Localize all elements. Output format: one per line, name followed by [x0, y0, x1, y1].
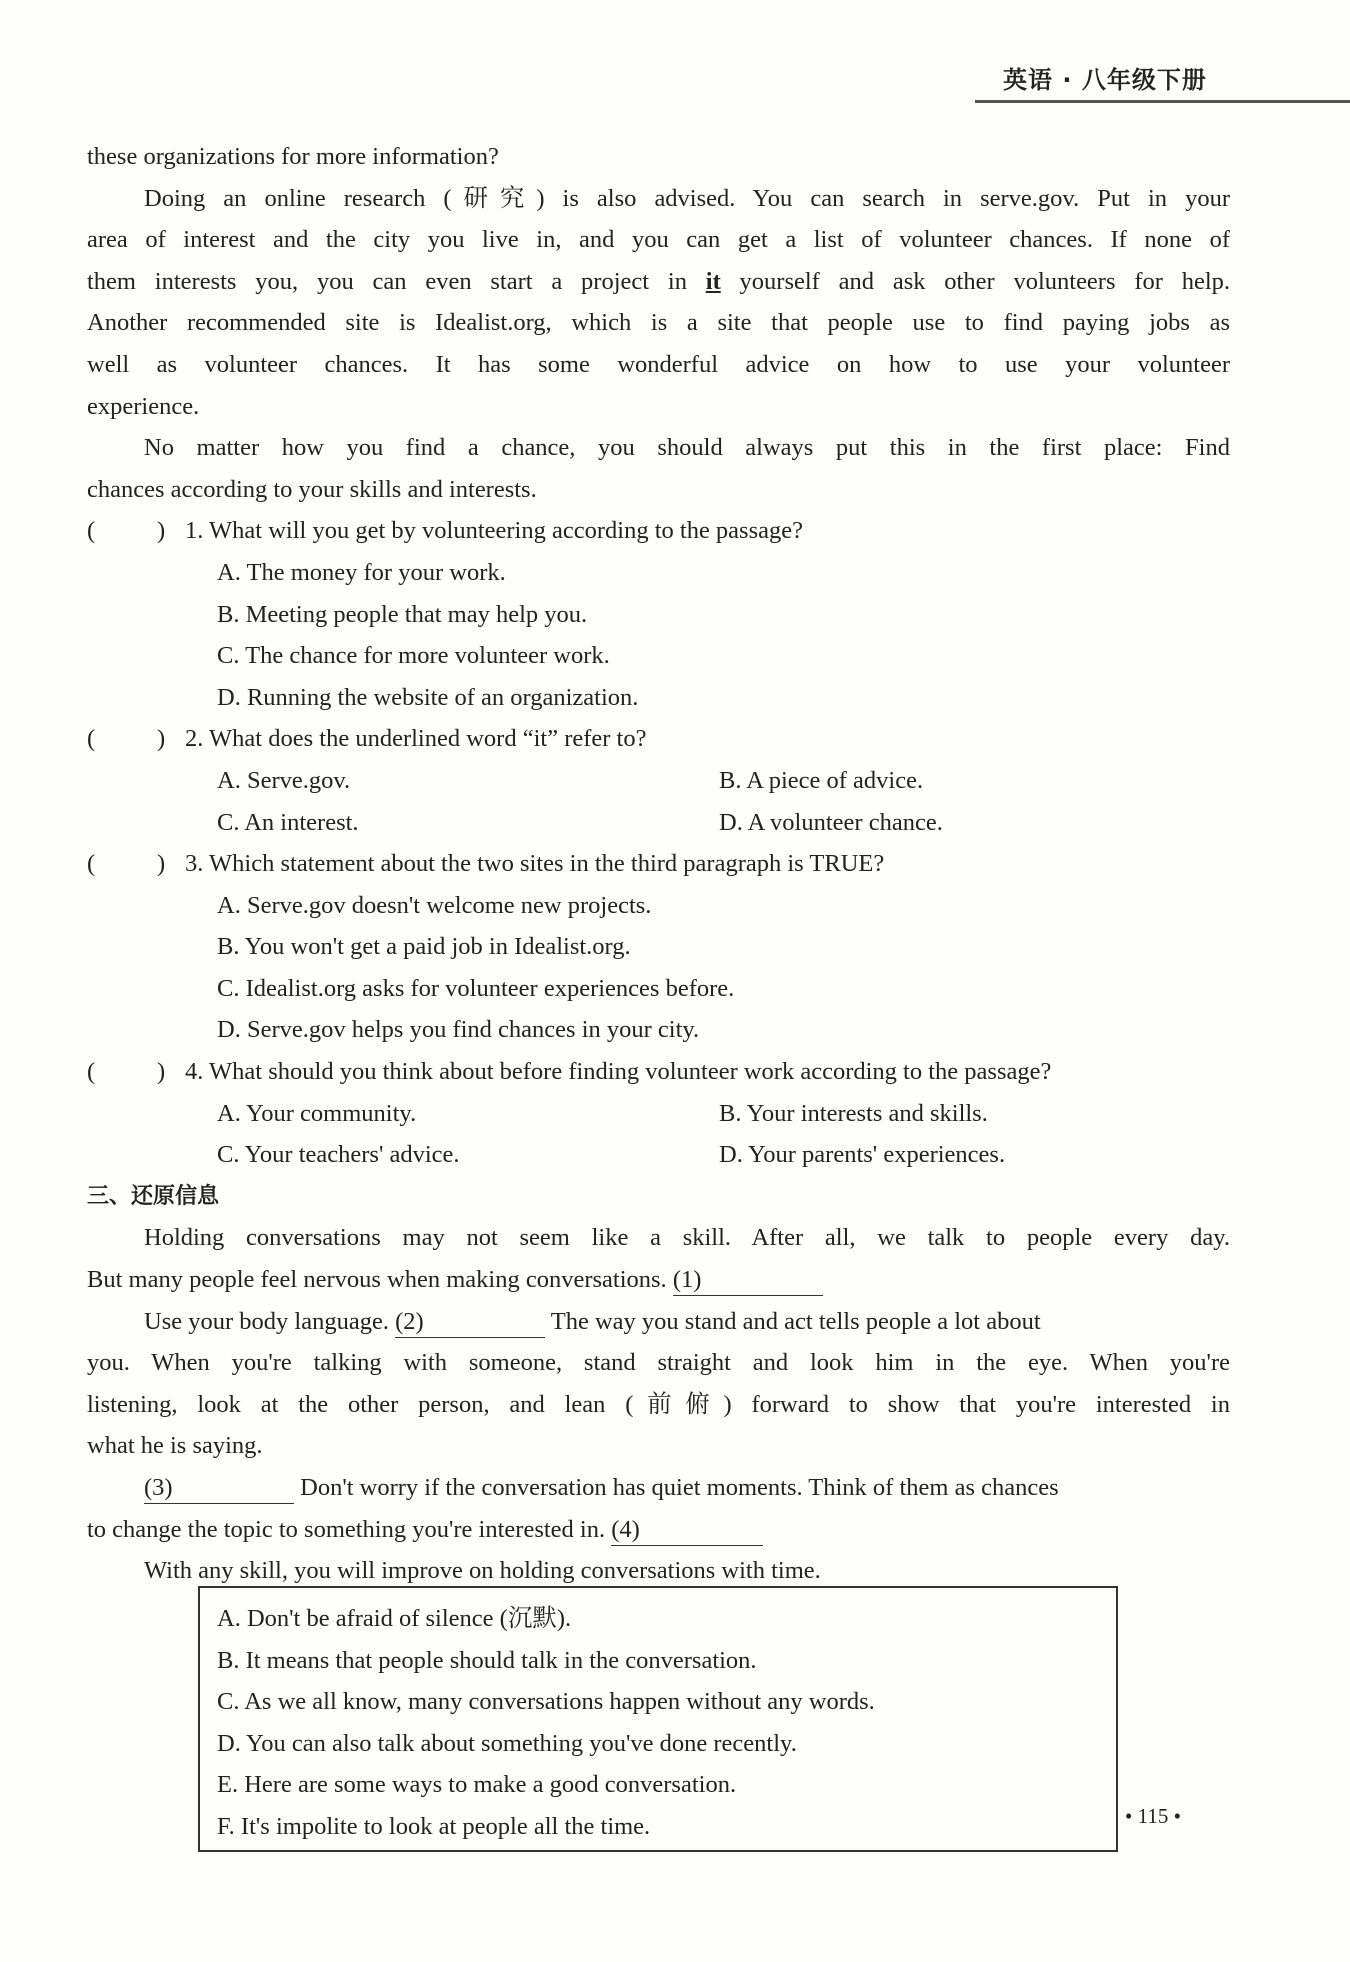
option-item: A. Your community.: [217, 1099, 417, 1127]
passage-text: The way you stand and act tells people a lot about: [550, 1307, 1041, 1335]
question-1: [87, 510, 1230, 552]
question-text: 1. What will you get by volunteering according to the passage?: [185, 517, 804, 545]
section-title: 三、还原信息: [87, 1183, 220, 1209]
question-2: [87, 718, 1230, 760]
option-item: B. You won't get a paid job in Idealist.org.: [217, 933, 631, 961]
answer-paren-open[interactable]: (: [87, 850, 96, 878]
answer-blank-1[interactable]: (1): [673, 1265, 823, 1296]
option-item: A. Serve.gov.: [217, 766, 351, 794]
passage-text: But many people feel nervous when making conversations.: [87, 1266, 667, 1294]
option-item: B. Meeting people that may help you.: [217, 600, 588, 628]
question-3: [87, 843, 1230, 885]
box-option: C. As we all know, many conversations happen without any words.: [217, 1688, 875, 1716]
question-text: 2. What does the underlined word “it” refer to?: [185, 725, 647, 753]
answer-blank-4[interactable]: (4): [611, 1515, 763, 1546]
page-header: [975, 52, 1350, 103]
option-row: [87, 1093, 1230, 1135]
passage-text: yourself and ask other volunteers for help.: [739, 267, 1230, 295]
passage-line: Doing an online research (研究) is also advised. You can search in serve.gov. Put in your: [144, 184, 1230, 212]
option-item: C. The chance for more volunteer work.: [217, 642, 610, 670]
option-row: [87, 760, 1230, 802]
passage-line: well as volunteer chances. It has some wonderful advice on how to use your volunteer: [87, 350, 1230, 378]
page-content: [87, 136, 1230, 1592]
option-item: B. Your interests and skills.: [719, 1099, 988, 1127]
answer-paren-open[interactable]: (: [87, 725, 96, 753]
passage-line: area of interest and the city you live in, and you can get a list of volunteer chances. If none of: [87, 226, 1230, 254]
answer-blank-3[interactable]: (3): [144, 1473, 294, 1504]
passage-line: [87, 261, 1230, 303]
box-option: F. It's impolite to look at people all the time.: [217, 1812, 651, 1840]
answer-paren-close: ): [157, 517, 166, 545]
option-item: A. The money for your work.: [217, 558, 506, 586]
option-row: [87, 1134, 1230, 1176]
passage-line: [87, 1509, 1230, 1551]
passage-line: No matter how you find a chance, you should always put this in the first place: Find: [144, 434, 1230, 462]
passage-line: [87, 1467, 1230, 1509]
underlined-word-it: it: [705, 267, 721, 295]
passage-line: Another recommended site is Idealist.org, which is a site that people use to find paying jobs as: [87, 309, 1230, 337]
passage-line: you. When you're talking with someone, stand straight and look him in the eye. When you're: [87, 1349, 1230, 1377]
passage-text: Use your body language.: [144, 1307, 389, 1335]
option-item: B. A piece of advice.: [719, 766, 924, 794]
question-text: 4. What should you think about before finding volunteer work according to the passage?: [185, 1058, 1052, 1086]
passage-line: chances according to your skills and interests.: [87, 475, 537, 503]
page-number: • 115 •: [1125, 1804, 1181, 1828]
passage-line: With any skill, you will improve on holding conversations with time.: [144, 1557, 821, 1585]
option-row: [87, 802, 1230, 844]
passage-line: [87, 1301, 1230, 1343]
passage-line: these organizations for more information?: [87, 143, 499, 170]
passage-line: experience.: [87, 392, 200, 420]
option-item: C. An interest.: [217, 808, 359, 836]
option-item: D. Running the website of an organization.: [217, 683, 639, 711]
option-item: D. A volunteer chance.: [719, 808, 943, 836]
answer-paren-close: ): [157, 1058, 166, 1086]
option-item: D. Your parents' experiences.: [719, 1141, 1006, 1169]
passage-line: what he is saying.: [87, 1432, 263, 1460]
passage-line: Holding conversations may not seem like a skill. After all, we talk to people every day.: [144, 1224, 1230, 1252]
box-option: E. Here are some ways to make a good conversation.: [217, 1771, 737, 1799]
box-option: B. It means that people should talk in the conversation.: [217, 1646, 757, 1674]
answer-paren-close: ): [157, 725, 166, 753]
answer-paren-close: ): [157, 850, 166, 878]
answer-paren-open[interactable]: (: [87, 1058, 96, 1086]
question-4: [87, 1051, 1230, 1093]
passage-line: listening, look at the other person, and lean (前俯) forward to show that you're interested in: [87, 1390, 1230, 1418]
option-item: D. Serve.gov helps you find chances in your city.: [217, 1016, 700, 1044]
box-option: D. You can also talk about something you've done recently.: [217, 1729, 797, 1757]
passage-line: [87, 1259, 1230, 1301]
box-option: A. Don't be afraid of silence (沉默).: [217, 1605, 572, 1632]
answer-paren-open[interactable]: (: [87, 517, 96, 545]
option-item: C. Your teachers' advice.: [217, 1141, 460, 1169]
passage-text: Don't worry if the conversation has quiet moments. Think of them as chances: [300, 1474, 1059, 1501]
option-item: A. Serve.gov doesn't welcome new projects.: [217, 891, 652, 919]
question-text: 3. Which statement about the two sites in the third paragraph is TRUE?: [185, 850, 885, 878]
passage-text: to change the topic to something you're interested in.: [87, 1515, 606, 1543]
passage-text: them interests you, you can even start a project in: [87, 267, 687, 295]
book-title: 英语 · 八年级下册: [1003, 66, 1207, 94]
options-box: [198, 1586, 1118, 1852]
answer-blank-2[interactable]: (2): [395, 1307, 545, 1338]
option-item: C. Idealist.org asks for volunteer experiences before.: [217, 974, 735, 1002]
